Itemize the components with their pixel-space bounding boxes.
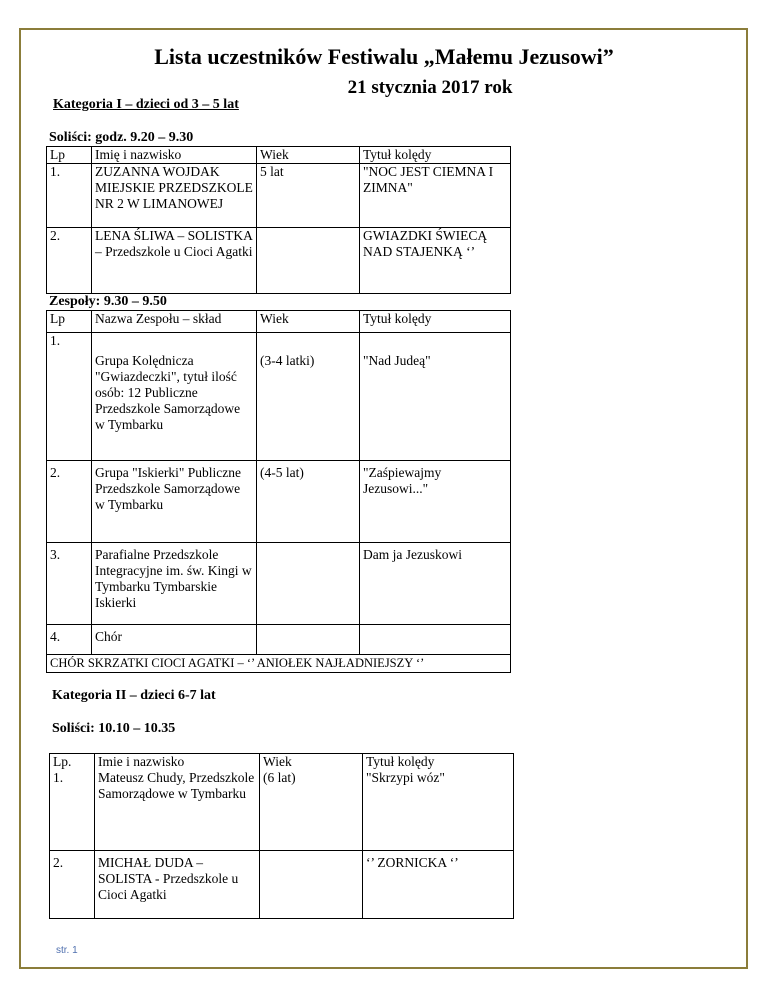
row-lp: 3. <box>47 543 92 625</box>
row-song: "NOC JEST CIEMNA I ZIMNA" <box>360 164 511 228</box>
row-name <box>95 754 260 851</box>
category-2-heading: Kategoria II – dzieci 6-7 lat <box>52 688 216 703</box>
cat1-solo-heading: Soliści: godz. 9.20 – 9.30 <box>49 130 194 145</box>
col-header-lp: Lp <box>47 147 92 164</box>
row-name: LENA ŚLIWA – SOLISTKA – Przedszkole u Cioci Agatki <box>92 228 257 294</box>
table-row <box>47 625 511 655</box>
category-1-heading: Kategoria I – dzieci od 3 – 5 lat <box>53 97 239 112</box>
table-header-row <box>50 754 514 851</box>
row-song <box>363 754 514 851</box>
row-song: Dam ja Jezuskowi <box>360 543 511 625</box>
row-name: Grupa "Iskierki" Publiczne Przedszkole Samorządowe w Tymbarku <box>92 461 257 543</box>
row-age: (3-4 latki) <box>257 333 360 461</box>
col-header-name: Imie i nazwisko <box>98 754 185 769</box>
cat1-solo-table <box>46 146 511 294</box>
cat1-group-table <box>46 310 511 673</box>
col-header-song: Tytuł kolędy <box>366 754 435 769</box>
row-age <box>260 851 363 919</box>
page-title: Lista uczestników Festiwalu „Małemu Jezusowi” <box>154 44 614 69</box>
table-row <box>47 333 511 461</box>
col-header-song: Tytuł kolędy <box>360 311 511 333</box>
col-header-name: Imię i nazwisko <box>92 147 257 164</box>
row-name: Grupa Kolędnicza "Gwiazdeczki", tytuł ilość osób: 12 Publiczne Przedszkole Samorządowe w Tymbarku <box>92 333 257 461</box>
col-header-age: Wiek <box>263 754 292 769</box>
row-lp: 2. <box>47 228 92 294</box>
row-lp: 1. <box>47 333 92 461</box>
table-row <box>47 228 511 294</box>
row-lp: 1. <box>47 164 92 228</box>
cat2-solo-heading: Soliści: 10.10 – 10.35 <box>52 721 176 736</box>
page-number: str. 1 <box>56 945 78 956</box>
choir-note: CHÓR SKRZATKI CIOCI AGATKI – ‘’ ANIOŁEK NAJŁADNIEJSZY ‘’ <box>47 655 511 673</box>
cat2-solo-table <box>49 753 514 919</box>
row-song-value: "Skrzypi wóz" <box>366 770 445 785</box>
row-age-value: (6 lat) <box>263 770 296 785</box>
table-row <box>47 164 511 228</box>
row-lp-value: 1. <box>53 770 64 785</box>
row-song: GWIAZDKI ŚWIECĄ NAD STAJENKĄ ‘’ <box>360 228 511 294</box>
row-age <box>260 754 363 851</box>
row-age <box>257 228 360 294</box>
col-header-age: Wiek <box>257 147 360 164</box>
row-name-value: Mateusz Chudy, Przedszkole Samorządowe w Tymbarku <box>98 770 255 801</box>
table-row-choir-note <box>47 655 511 673</box>
table-row <box>47 543 511 625</box>
row-age <box>257 625 360 655</box>
row-age: 5 lat <box>257 164 360 228</box>
row-lp: 2. <box>47 461 92 543</box>
table-row <box>50 851 514 919</box>
row-name: MICHAŁ DUDA – SOLISTA - Przedszkole u Cioci Agatki <box>95 851 260 919</box>
table-row <box>47 461 511 543</box>
col-header-name: Nazwa Zespołu – skład <box>92 311 257 333</box>
col-header-lp: Lp <box>47 311 92 333</box>
row-song: "Nad Judeą" <box>360 333 511 461</box>
col-header-age: Wiek <box>257 311 360 333</box>
cat1-group-heading: Zespoły: 9.30 – 9.50 <box>49 294 167 309</box>
table-header-row <box>47 311 511 333</box>
row-age: (4-5 lat) <box>257 461 360 543</box>
page-date: 21 stycznia 2017 rok <box>347 77 513 98</box>
row-song: ‘’ ZORNICKA ‘’ <box>363 851 514 919</box>
row-song: "Zaśpiewajmy Jezusowi..." <box>360 461 511 543</box>
row-age <box>257 543 360 625</box>
row-name: Chór <box>92 625 257 655</box>
row-lp: 4. <box>47 625 92 655</box>
row-lp <box>50 754 95 851</box>
row-song <box>360 625 511 655</box>
row-lp: 2. <box>50 851 95 919</box>
col-header-song: Tytuł kolędy <box>360 147 511 164</box>
row-name: Parafialne Przedszkole Integracyjne im. św. Kingi w Tymbarku Tymbarskie Iskierki <box>92 543 257 625</box>
col-header-lp: Lp. <box>53 754 72 769</box>
row-name: ZUZANNA WOJDAK MIEJSKIE PRZEDSZKOLE NR 2 W LIMANOWEJ <box>92 164 257 228</box>
table-header-row <box>47 147 511 164</box>
